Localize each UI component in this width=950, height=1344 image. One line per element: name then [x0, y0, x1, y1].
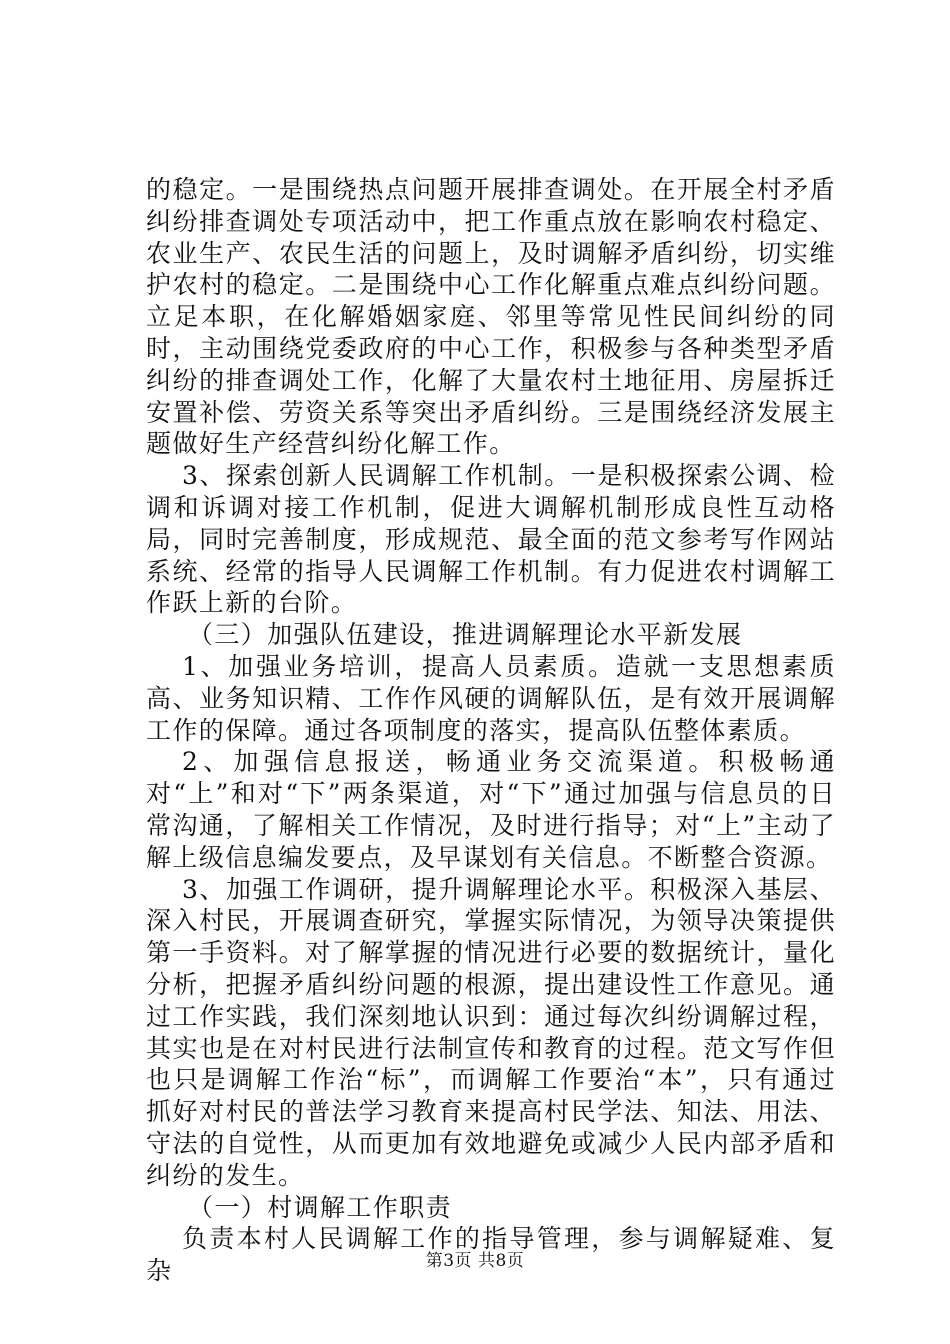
paragraph-mechanism: 3、探索创新人民调解工作机制。一是积极探索公调、检调和诉调对接工作机制，促进大调解机制形成良性互动格局，同时完善制度，形成规范、最全面的范文参考写作网站系统、经常的指导人民调解工作机制。有力促进农村调解工作跃上新的台阶。	[146, 461, 836, 618]
document-body	[146, 174, 836, 1287]
page-footer	[0, 1246, 950, 1271]
page-number-label: 第3页 共8页	[425, 1251, 525, 1271]
section-heading-duties: （一）村调解工作职责	[188, 1192, 453, 1222]
paragraph-continuation: 的稳定。一是围绕热点问题开展排查调处。在开展全村矛盾纠纷排查调处专项活动中，把工作重点放在影响农村稳定、农业生产、农民生活的问题上，及时调解矛盾纠纷，切实维护农村的稳定。二是围绕中心工作化解重点难点纠纷问题。立足本职，在化解婚姻家庭、邻里等常见性民间纠纷的同时，主动围绕党委政府的中心工作，积极参与各种类型矛盾纠纷的排查调处工作，化解了大量农村土地征用、房屋拆迁安置补偿、劳资关系等突出矛盾纠纷。三是围绕经济发展主题做好生产经营纠纷化解工作。	[146, 175, 836, 459]
paragraph-duties: 负责本村人民调解工作的指导管理，参与调解疑难、复杂	[146, 1224, 836, 1286]
paragraph-training: 1、加强业务培训，提高人员素质。造就一支思想素质高、业务知识精、工作作风硬的调解队伍，是有效开展调解工作的保障。通过各项制度的落实，提高队伍整体素质。	[146, 651, 836, 745]
paragraph-research: 3、加强工作调研，提升调解理论水平。积极深入基层、深入村民，开展调查研究，掌握实际情况，为领导决策提供第一手资料。对了解掌握的情况进行必要的数据统计，量化分析，把握矛盾纠纷问题的根源，提出建设性工作意见。通过工作实践，我们深刻地认识到：通过每次纠纷调解过程，其实也是在对村民进行法制宣传和教育的过程。范文写作但也只是调解工作治“标”，而调解工作要治“本”，只有通过抓好对村民的普法学习教育来提高村民学法、知法、用法、守法的自觉性，从而更加有效地避免或减少人民内部矛盾和纠纷的发生。	[146, 874, 836, 1190]
section-heading-team-building: （三）加强队伍建设，推进调解理论水平新发展	[188, 620, 743, 650]
paragraph-info-reporting: 2、加强信息报送，畅通业务交流渠道。积极畅通对“上”和对“下”两条渠道，对“下”通过加强与信息员的日常沟通，了解相关工作情况，及时进行指导；对“上”主动了解上级信息编发要点，及早谋划有关信息。不断整合资源。	[146, 747, 836, 872]
